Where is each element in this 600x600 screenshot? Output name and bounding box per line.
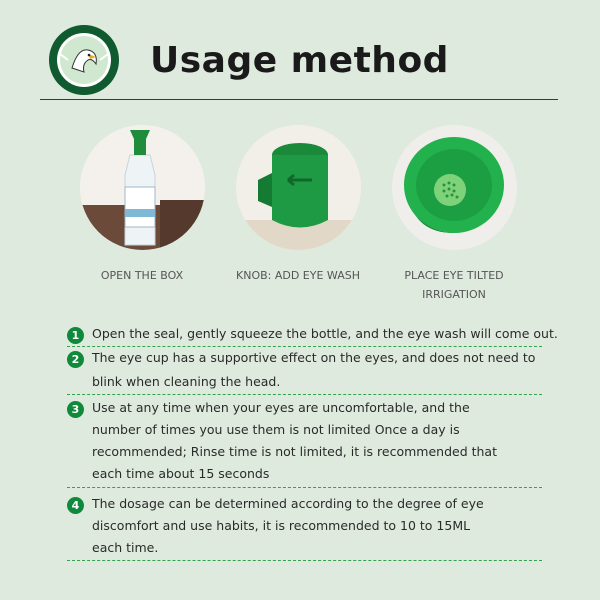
caption-open-box	[57, 266, 227, 285]
caption-line: PLACE EYE TILTED	[404, 269, 504, 282]
instruction-line: each time.	[92, 540, 159, 555]
instruction-line: The eye cup has a supportive effect on the eyes, and does not need to	[92, 350, 536, 365]
caption-line: IRRIGATION	[422, 288, 486, 301]
instruction-line: Use at any time when your eyes are uncomfortable, and the	[92, 400, 470, 415]
step-number-badge: 4	[67, 497, 84, 514]
dashed-divider	[67, 394, 542, 395]
dashed-divider	[67, 346, 542, 347]
instruction-line: recommended; Rinse time is not limited, it is recommended that	[92, 444, 497, 459]
dashed-divider	[67, 487, 542, 488]
instruction-line: number of times you use them is not limited Once a day is	[92, 422, 460, 437]
page-title: Usage method	[150, 40, 449, 81]
eye-cup-photo	[392, 125, 517, 250]
instruction-line: each time about 15 seconds	[92, 466, 270, 481]
instruction-line: blink when cleaning the head.	[92, 374, 281, 389]
instruction-line: The dosage can be determined according to the degree of eye	[92, 496, 484, 511]
caption-place-eye	[369, 266, 539, 304]
instruction-line: Open the seal, gently squeeze the bottle, and the eye wash will come out.	[92, 326, 558, 341]
caption-knob	[213, 266, 383, 285]
brand-logo	[48, 24, 120, 96]
caption-line: OPEN THE BOX	[100, 269, 184, 282]
dashed-divider	[67, 560, 542, 561]
instruction-line: discomfort and use habits, it is recommended to 10 to 15ML	[92, 518, 471, 533]
cap-photo	[236, 125, 361, 250]
caption-line: KNOB: ADD EYE WASH	[236, 269, 360, 282]
step-number-badge: 1	[67, 327, 84, 344]
step-number-badge: 2	[67, 351, 84, 368]
title-divider	[40, 99, 558, 100]
step-number-badge: 3	[67, 401, 84, 418]
bottle-photo	[80, 125, 205, 250]
